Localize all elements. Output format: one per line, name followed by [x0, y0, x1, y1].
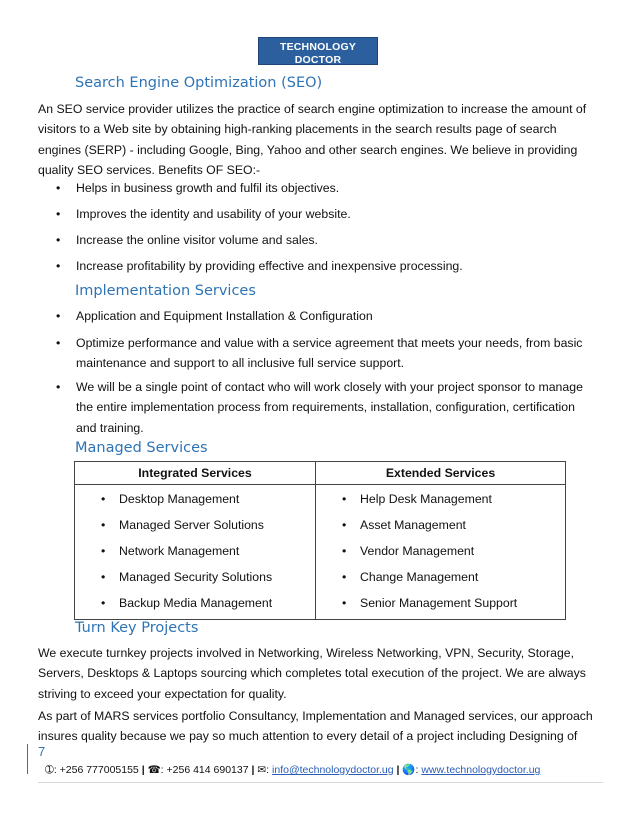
list-item: • Asset Management: [342, 518, 466, 532]
list-item: • Change Management: [342, 570, 479, 584]
logo-line-1: TECHNOLOGY DOCTOR: [279, 41, 357, 66]
turnkey-para-line: As part of MARS services portfolio Consultancy, Implementation and Managed services, our approach: [38, 709, 593, 723]
phone-icon: ☎: [147, 764, 161, 776]
mobile-icon: ➀: [45, 764, 54, 776]
list-item: • Vendor Management: [342, 544, 475, 558]
globe-icon: 🌎: [402, 764, 416, 776]
list-item: • Senior Management Support: [342, 596, 518, 610]
list-item: • Network Management: [101, 544, 240, 558]
seo-para-line: quality SEO services. Benefits OF SEO:-: [38, 163, 261, 178]
footer-accent-line: [27, 744, 28, 774]
turnkey-paragraph-2: [38, 706, 603, 747]
turnkey-para-line: striving to exceed your expectation for quality.: [38, 686, 287, 701]
managed-heading: Managed Services: [75, 440, 208, 456]
contact-footer: [45, 763, 540, 776]
col-header-extended: Extended Services: [316, 462, 566, 485]
footer-separator: |: [396, 764, 400, 776]
footer-divider: [38, 782, 603, 783]
seo-paragraph: [38, 99, 603, 181]
managed-services-table: [74, 461, 566, 620]
list-item: • Desktop Management: [101, 492, 240, 506]
email-link[interactable]: info@technologydoctor.ug: [272, 764, 394, 776]
website-link[interactable]: www.technologydoctor.ug: [421, 764, 541, 776]
web-colon: :: [415, 764, 419, 776]
list-item: • Managed Server Solutions: [101, 518, 264, 532]
extended-cell: [316, 485, 566, 620]
seo-para-line: engines (SERP) - including Google, Bing, Yahoo and other search engines. We believe in providing: [38, 142, 578, 157]
list-item: • Backup Media Management: [101, 596, 273, 610]
col-header-integrated: Integrated Services: [75, 462, 316, 485]
integrated-cell: [75, 485, 316, 620]
company-logo: [258, 37, 378, 73]
page-number: 7: [38, 744, 46, 759]
seo-para-line: visitors to a Web site by obtaining high-ranking placements in the search results page of search: [38, 122, 557, 137]
email-icon: ✉: [257, 764, 267, 776]
footer-separator: |: [251, 764, 255, 776]
turnkey-para-line: Servers, Desktops & Laptops sourcing which completes total execution of the project. We are always: [38, 666, 586, 681]
footer-separator: |: [141, 764, 145, 776]
list-item: • Help Desk Management: [342, 492, 492, 506]
list-item: • Managed Security Solutions: [101, 570, 273, 584]
turnkey-heading: Turn Key Projects: [75, 620, 199, 636]
email-colon: :: [266, 764, 270, 776]
mobile-number: : +256 777005155: [53, 764, 139, 776]
implementation-heading: Implementation Services: [75, 283, 256, 299]
seo-para-line: An SEO service provider utilizes the practice of search engine optimization to increase the amount of: [38, 102, 587, 116]
turnkey-para-line: We execute turnkey projects involved in Networking, Wireless Networking, VPN, Security, Storage,: [38, 646, 575, 660]
turnkey-para-line: insures quality because we pay so much attention to every detail of a project including Designing of: [38, 729, 578, 744]
phone-number: : +256 414 690137: [160, 764, 249, 776]
turnkey-paragraph-1: [38, 643, 603, 704]
seo-heading: Search Engine Optimization (SEO): [75, 75, 323, 91]
logo-line-2: ICT SERVICES: [316, 67, 369, 73]
